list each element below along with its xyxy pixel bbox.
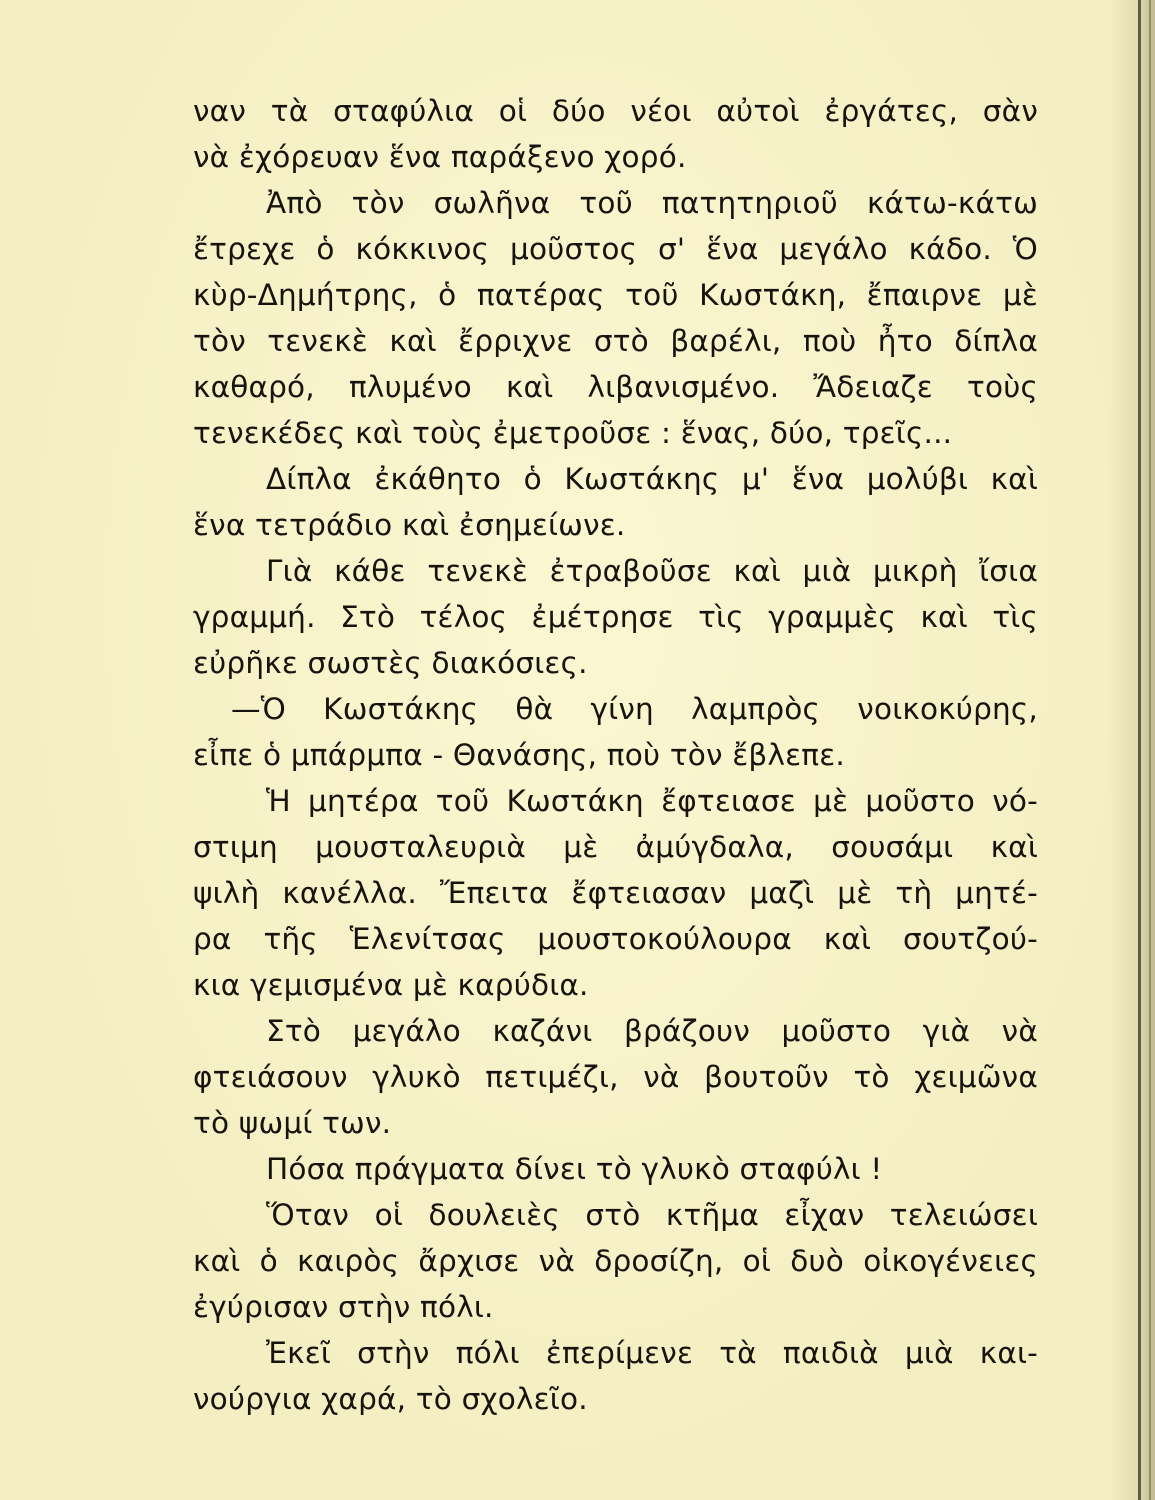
paragraph-10 — [193, 1330, 1038, 1422]
text-line: κια γεμισμένα μὲ καρύδια. — [193, 968, 589, 1002]
paragraph-6 — [193, 778, 1038, 1008]
page-spine-edge — [1138, 0, 1141, 1500]
text-line: ρα τῆς Ἑλενίτσας μουστοκούλουρα καὶ σουτζού- — [193, 922, 1038, 956]
text-line: ναν τὰ σταφύλια οἱ δύο νέοι αὐτοὶ ἐργάτες, σὰν — [193, 94, 1038, 128]
text-line: νὰ ἐχόρευαν ἕνα παράξενο χορό. — [193, 140, 687, 174]
text-line: γραμμή. Στὸ τέλος ἐμέτρησε τὶς γραμμὲς καὶ τὶς — [193, 600, 1038, 634]
paragraph-2 — [193, 180, 1038, 456]
text-line: Ἀπὸ τὸν σωλῆνα τοῦ πατητηριοῦ κάτω-κάτω — [266, 186, 1038, 220]
text-line: Πόσα πράγματα δίνει τὸ γλυκὸ σταφύλι ! — [266, 1152, 883, 1186]
page-outer-edge — [1149, 0, 1151, 1500]
paragraph-7 — [193, 1008, 1038, 1146]
text-line: κὺρ-Δημήτρης, ὁ πατέρας τοῦ Κωστάκη, ἔπαιρνε μὲ — [193, 278, 1038, 312]
paragraph-9 — [193, 1192, 1038, 1330]
text-line: νούργια χαρά, τὸ σχολεῖο. — [193, 1382, 588, 1416]
paragraph-4 — [193, 548, 1038, 686]
text-line: Ἐκεῖ στὴν πόλι ἐπερίμενε τὰ παιδιὰ μιὰ και- — [266, 1336, 1038, 1370]
page-text-body — [193, 88, 1038, 1422]
text-line: Ἡ μητέρα τοῦ Κωστάκη ἔφτειασε μὲ μοῦστο νό- — [266, 784, 1038, 818]
text-line: Γιὰ κάθε τενεκὲ ἐτραβοῦσε καὶ μιὰ μικρὴ ἴσια — [266, 554, 1038, 588]
text-line: τὸ ψωμί των. — [193, 1106, 392, 1140]
text-line: ψιλὴ κανέλλα. Ἔπειτα ἔφτειασαν μαζὶ μὲ τὴ μητέ- — [193, 876, 1038, 910]
paragraph-5-dialogue — [193, 686, 1038, 778]
text-line: Δίπλα ἐκάθητο ὁ Κωστάκης μ' ἕνα μολύβι καὶ — [266, 462, 1038, 496]
paragraph-1 — [193, 88, 1038, 180]
text-line: ἐγύρισαν στὴν πόλι. — [193, 1290, 494, 1324]
text-line: εἶπε ὁ μπάρμπα - Θανάσης, ποὺ τὸν ἔβλεπε. — [193, 738, 845, 772]
text-line: τὸν τενεκὲ καὶ ἔρριχνε στὸ βαρέλι, ποὺ ἦτο δίπλα — [193, 324, 1038, 358]
text-line: Ὅταν οἱ δουλειὲς στὸ κτῆμα εἶχαν τελειώσει — [266, 1198, 1038, 1232]
text-line: ἕνα τετράδιο καὶ ἐσημείωνε. — [193, 508, 626, 542]
text-line: φτειάσουν γλυκὸ πετιμέζι, νὰ βουτοῦν τὸ χειμῶνα — [193, 1060, 1038, 1094]
text-line: ἔτρεχε ὁ κόκκινος μοῦστος σ' ἕνα μεγάλο κάδο. Ὁ — [193, 232, 1038, 266]
text-line: εὐρῆκε σωστὲς διακόσιες. — [193, 646, 588, 680]
text-line: —Ὁ Κωστάκης θὰ γίνη λαμπρὸς νοικοκύρης, — [231, 692, 1038, 726]
text-line: καὶ ὁ καιρὸς ἄρχισε νὰ δροσίζη, οἱ δυὸ οἰκογένειες — [193, 1244, 1038, 1278]
text-line: καθαρό, πλυμένο καὶ λιβανισμένο. Ἄδειαζε τοὺς — [193, 370, 1038, 404]
text-line: στιμη μουσταλευριὰ μὲ ἀμύγδαλα, σουσάμι καὶ — [193, 830, 1038, 864]
text-line: Στὸ μεγάλο καζάνι βράζουν μοῦστο γιὰ νὰ — [266, 1014, 1038, 1048]
paragraph-8 — [193, 1146, 1038, 1192]
text-line: τενεκέδες καὶ τοὺς ἐμετροῦσε : ἕνας, δύο, τρεῖς... — [193, 416, 953, 450]
paragraph-3 — [193, 456, 1038, 548]
